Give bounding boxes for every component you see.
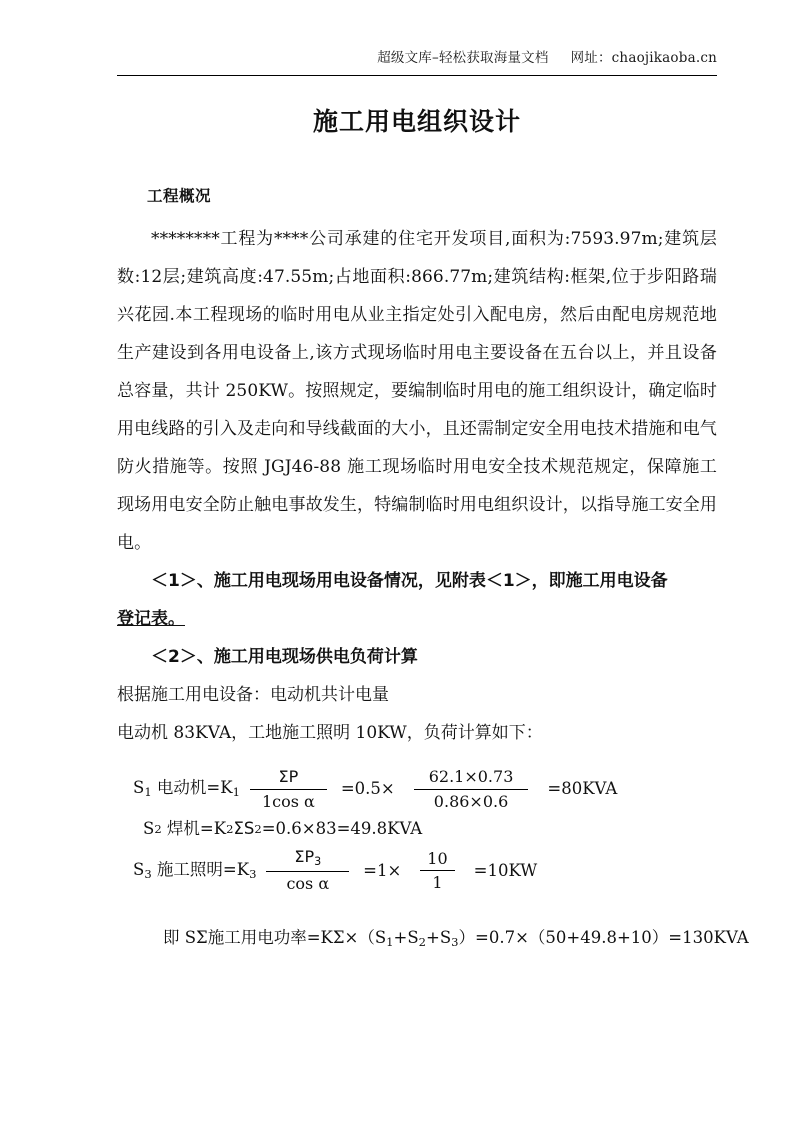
formula-total-prefix: 即 SΣ施工用电功率=KΣ×（S (163, 928, 387, 948)
formula-s3-fraction-right (415, 850, 459, 892)
header-site-label: 超级文库–轻松获取海量文档 (377, 50, 549, 66)
formula-s1-lhs (133, 779, 240, 799)
formula-s1-motor (133, 768, 717, 810)
heading-item-1 (117, 562, 717, 600)
formula-s2-result: =0.6×83=49.8KVA (261, 819, 423, 839)
paragraph-project-overview: ********工程为****公司承建的住宅开发项目,面积为:7593.97m;建筑层数:12层;建筑高度:47.55m;占地面积:866.77m;建筑结构:框架,位于步阳路瑞兴花园.本工程现场的临时用电从业主指定处引入配电房，然后由配电房规范地生产建设到各用电设备上,该方式现场临时用电主要设备在五台以上，并且设备总容量，共计 250KW。按照规定，要编制临时用电的施工组织设计，确定临时用电线路的引入及走向和导线截面的大小，且还需制定安全用电技术措施和电气防火措施等。按照 JGJ46-88 施工现场临时用电安全技术规范规定，保障施工现场用电安全防止触电事故发生，特编制临时用电组织设计，以指导施工安全用电。 (117, 229, 717, 553)
formula-s3-result: =10KW (473, 860, 538, 880)
formula-s3-operator: =1× (363, 860, 402, 880)
page-header (117, 46, 717, 76)
formula-s3-k-sub: 3 (249, 866, 257, 881)
formula-s3-symbol: S (133, 859, 145, 879)
formula-s3-frac-numerator-text: ΣP (294, 847, 315, 867)
formula-total-mid2: +S (426, 928, 452, 948)
formula-s3-frac2-denominator: 1 (420, 870, 454, 892)
formula-s3-frac-numerator-sub: 3 (314, 855, 322, 869)
formula-block (117, 767, 749, 961)
formula-s3-lhs (133, 861, 256, 881)
formula-s1-label: 电动机=K (156, 778, 233, 798)
document-body (117, 96, 749, 961)
formula-s2-label: 焊机=K (166, 819, 227, 839)
lead-line-equipment: 根据施工用电设备：电动机共计电量 (117, 685, 389, 705)
page-title: 施工用电组织设计 (312, 107, 521, 136)
formula-s3-symbol-sub: 3 (144, 866, 152, 881)
formula-s1-fraction-right (409, 768, 534, 810)
formula-s1-frac2-denominator: 0.86×0.6 (414, 789, 528, 811)
formula-s1-frac-numerator: ΣP (278, 767, 299, 786)
formula-s1-fraction-left (250, 768, 327, 810)
formula-s2-sum-sub: 2 (254, 821, 262, 836)
formula-s1-frac-denominator: 1cos α (250, 789, 327, 811)
formula-s1-operator: =0.5× (340, 779, 395, 799)
formula-total-power (133, 919, 749, 961)
formula-total-s1-sub: 1 (386, 934, 394, 949)
formula-s3-frac2-numerator: 10 (427, 848, 448, 868)
header-text-line (117, 46, 717, 71)
formula-s3-label: 施工照明=K (156, 859, 250, 879)
heading-item-2: ＜2＞、施工用电现场供电负荷计算 (151, 647, 418, 667)
formula-s3-lighting (133, 848, 717, 893)
formula-s2-k-sub: 2 (226, 821, 234, 836)
header-url-label: 网址：chaojikaoba.cn (570, 50, 717, 66)
formula-total-mid1: +S (393, 928, 419, 948)
formula-s3-frac-numerator (274, 848, 341, 871)
formula-s1-symbol: S (133, 778, 145, 798)
lead-line-motor-lighting: 电动机 83KVA，工地施工照明 10KW，负荷计算如下： (117, 723, 543, 743)
heading-item-1-text: ＜1＞、施工用电现场用电设备情况，见附表＜1＞，即施工用电设备 (151, 571, 668, 591)
heading-item-1-underlined-text: 登记表。 (117, 609, 185, 629)
formula-s1-symbol-sub: 1 (144, 785, 152, 800)
formula-s1-frac2-numerator: 62.1×0.73 (428, 767, 514, 786)
section-heading-overview: 工程概况 (147, 187, 212, 205)
formula-s2-welder (133, 820, 717, 838)
formula-s2-symbol: S (143, 819, 155, 839)
heading-item-1-tail (117, 600, 717, 638)
formula-s2-sum: ΣS (233, 819, 255, 839)
formula-total-s3-sub: 3 (451, 934, 459, 949)
formula-s3-frac-denominator: cos α (266, 871, 349, 893)
formula-s1-result: =80KVA (547, 779, 618, 799)
formula-s3-fraction-left (266, 848, 349, 893)
header-divider-rule (117, 75, 717, 76)
formula-total-s2-sub: 2 (418, 934, 427, 949)
formula-s1-k-sub: 1 (232, 785, 240, 800)
formula-s2-symbol-sub: 2 (154, 821, 162, 836)
formula-total-tail: ）=0.7×（50+49.8+10）=130KVA (458, 928, 749, 948)
